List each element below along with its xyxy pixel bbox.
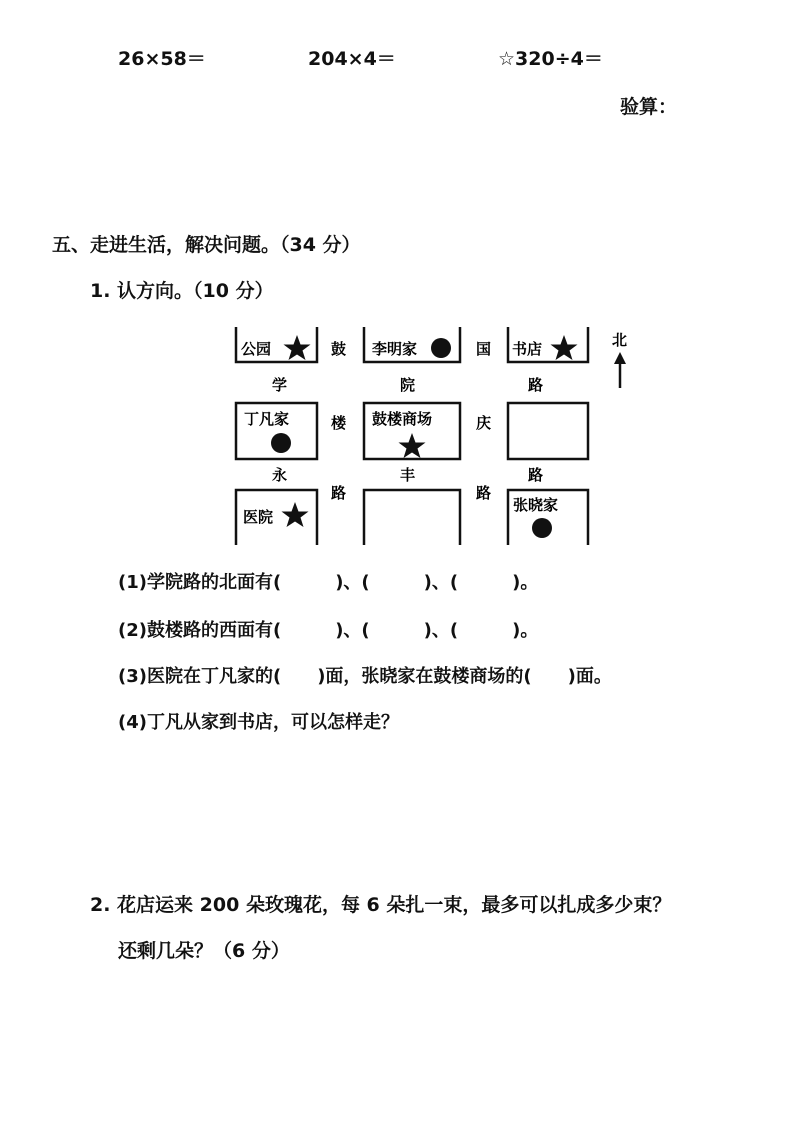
question-2-line-1: 2. 花店运来 200 朵玫瑰花，每 6 朵扎一束，最多可以扎成多少束？ xyxy=(90,894,672,916)
park-star-icon xyxy=(284,335,311,360)
question-2-line-2: 还剩几朵？（6 分） xyxy=(118,940,290,962)
block-empty-2 xyxy=(364,490,460,545)
road-guo: 国 xyxy=(476,340,492,358)
equation-2: 204×4＝ xyxy=(308,48,396,70)
check-label: 验算： xyxy=(620,96,678,118)
road-lu-4: 路 xyxy=(528,466,544,484)
zhang-home-dot-icon xyxy=(532,518,552,538)
equation-3: ☆320÷4＝ xyxy=(498,48,603,70)
sub-question-4: (4)丁凡从家到书店，可以怎样走？ xyxy=(118,712,399,733)
label-north: 北 xyxy=(612,331,628,349)
road-gu: 鼓 xyxy=(331,340,347,358)
road-yong: 永 xyxy=(272,466,288,484)
label-park: 公园 xyxy=(241,340,272,358)
sub-question-1: (1)学院路的北面有( )、( )、( )。 xyxy=(118,572,539,593)
section-title: 五、走进生活，解决问题。（34 分） xyxy=(52,234,361,256)
hospital-star-icon xyxy=(282,502,309,527)
road-lu-3: 路 xyxy=(528,376,544,394)
equation-1: 26×58＝ xyxy=(118,48,206,70)
block-empty-1 xyxy=(508,403,588,459)
label-zhang-home: 张晓家 xyxy=(513,496,559,514)
label-ding-home: 丁凡家 xyxy=(244,410,290,428)
ding-home-dot-icon xyxy=(271,433,291,453)
label-li-home: 李明家 xyxy=(372,340,418,358)
question-1-title: 1. 认方向。（10 分） xyxy=(90,280,274,302)
drum-mall-star-icon xyxy=(399,433,426,458)
label-hospital: 医院 xyxy=(243,508,274,526)
li-home-dot-icon xyxy=(431,338,451,358)
sub-question-3: (3)医院在丁凡家的( )面，张晓家在鼓楼商场的( )面。 xyxy=(118,666,612,687)
road-qing: 庆 xyxy=(476,414,492,432)
sub-question-2: (2)鼓楼路的西面有( )、( )、( )。 xyxy=(118,620,539,641)
road-yuan: 院 xyxy=(400,376,416,394)
north-arrow-head xyxy=(614,352,626,364)
label-drum-mall: 鼓楼商场 xyxy=(372,410,433,428)
direction-map xyxy=(0,0,800,560)
road-feng: 丰 xyxy=(400,466,416,484)
bookstore-star-icon xyxy=(551,335,578,360)
road-lu-2: 路 xyxy=(476,484,492,502)
road-lu-1: 路 xyxy=(331,484,347,502)
road-lou: 楼 xyxy=(331,414,347,432)
road-xue: 学 xyxy=(272,376,288,394)
label-bookstore: 书店 xyxy=(512,340,543,358)
